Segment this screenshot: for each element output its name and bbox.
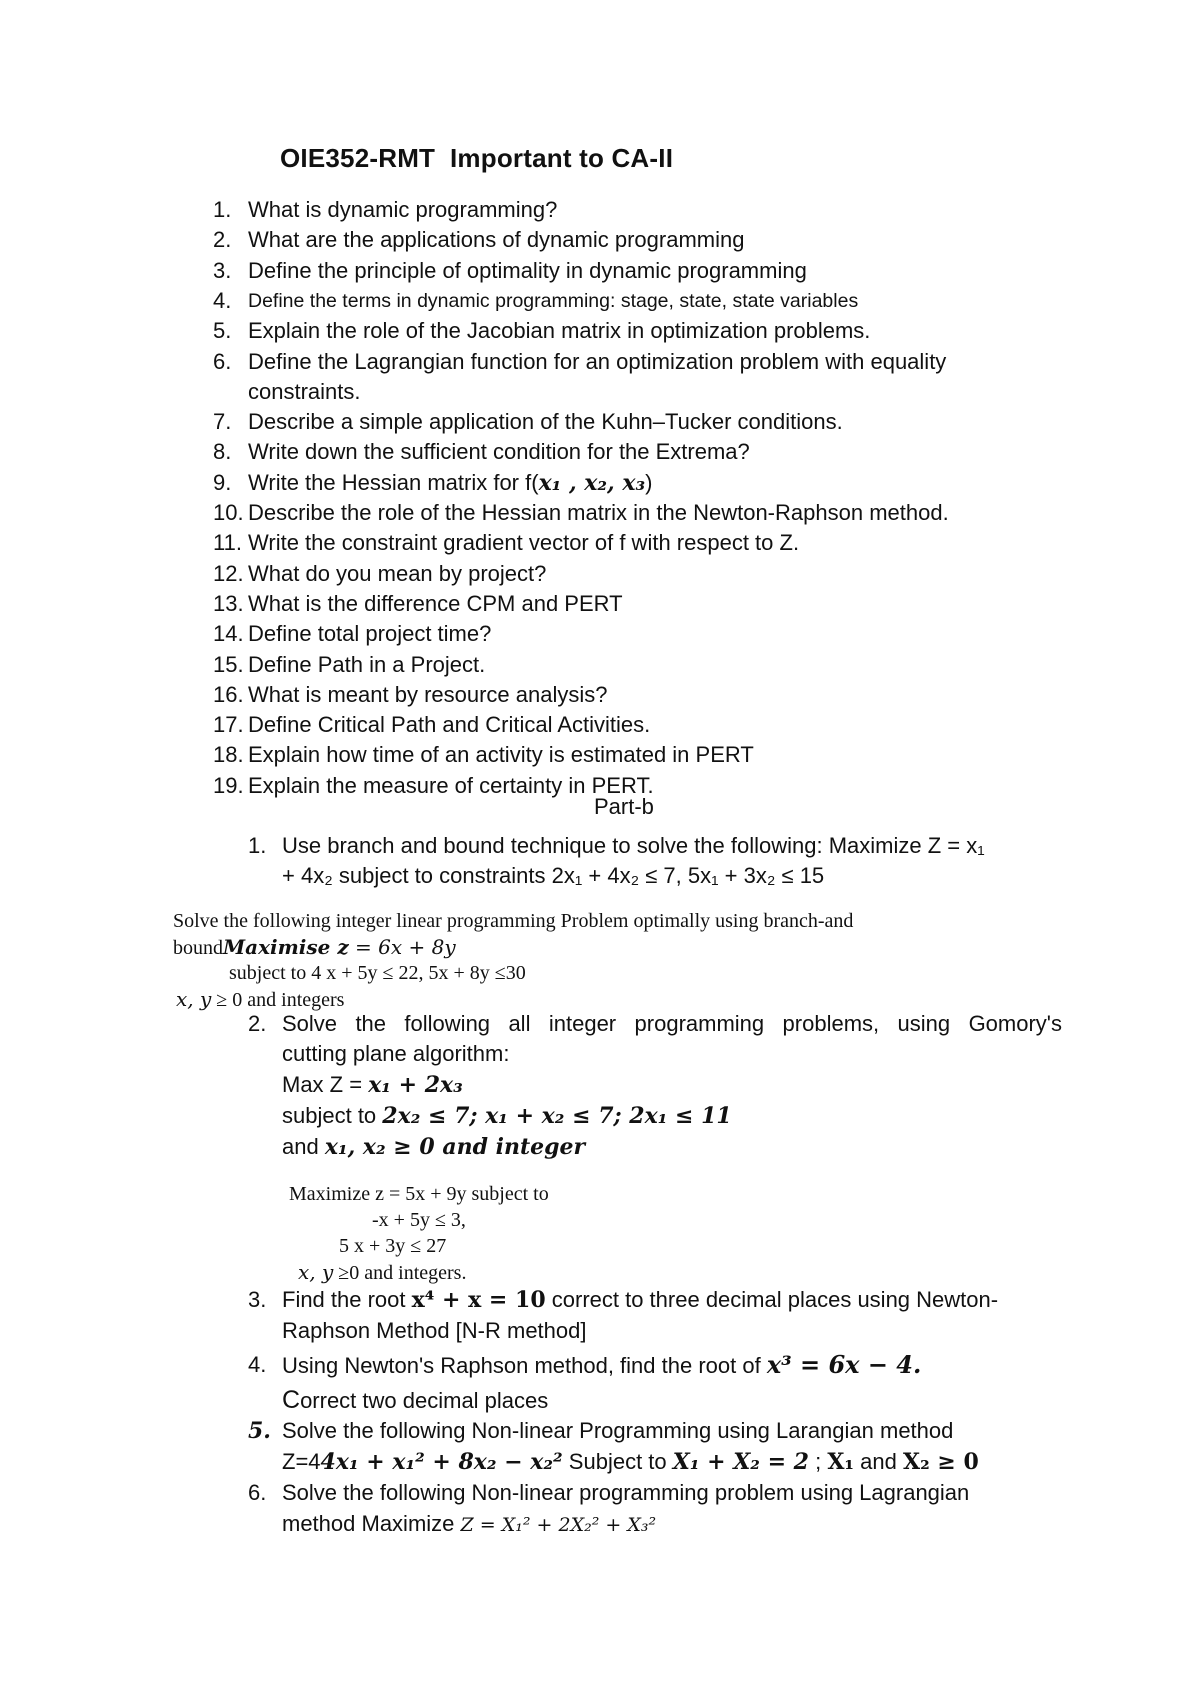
part-a-item-number: 13. [213, 590, 244, 616]
part-a-item-text [248, 620, 491, 648]
part-a-item-label: What is meant by resource analysis? [248, 681, 608, 707]
document-title: OIE352-RMT Important to CA-II [280, 143, 674, 173]
part-a-item-number: 15. [213, 651, 244, 677]
part-b-q6-line1: Solve the following Non-linear programming problem using Lagrangian [282, 1480, 970, 1505]
part-a-item-number: 10. [213, 500, 244, 525]
part-b-q3-number: 3. [248, 1287, 267, 1312]
part-a-item-text [248, 772, 654, 800]
q5-objective: 4x₁ + x₁² + 8x₂ − x₂² [320, 1449, 563, 1475]
part-a-item-label: Define the Lagrangian function for an optimization problem with equality [248, 348, 947, 374]
extra-line4-vars: x, y [298, 1260, 334, 1284]
part-a-item-number: 1. [213, 197, 232, 222]
part-a-item-number: 7. [213, 409, 232, 435]
part-a-item-text [248, 560, 546, 588]
part-b-q1-number: 1. [248, 833, 267, 858]
part-a-item-label: Define Critical Path and Critical Activities. [248, 712, 651, 738]
part-a-item-label: Explain the role of the Jacobian matrix in optimization problems. [248, 318, 871, 344]
part-a-item-continuation: constraints. [248, 378, 361, 404]
q3-suffix: correct to three decimal places using Newton- [545, 1287, 999, 1312]
part-a-item-number: 8. [213, 439, 232, 465]
part-a-item-text [248, 651, 485, 679]
part-b-q3-line2: Raphson Method [N-R method] [282, 1318, 587, 1343]
part-b-q2-line5 [282, 1133, 585, 1161]
part-a-item-text [248, 287, 858, 315]
part-b-q4-number: 4. [248, 1352, 267, 1377]
part-a-item-number: 19. [213, 772, 244, 798]
part-a-item-number: 18. [213, 742, 244, 768]
ilp-line2 [173, 933, 456, 962]
part-a-item-number: 2. [213, 227, 232, 253]
part-a-item-text [248, 590, 623, 618]
part-a-item-text [248, 741, 754, 769]
ilp-line1: Solve the following integer linear programming Problem optimally using branch-and [173, 910, 854, 932]
part-a-item-label: What are the applications of dynamic programming [248, 227, 745, 253]
part-a-item-number: 5. [213, 318, 232, 344]
q5-sep: ; [809, 1449, 828, 1474]
part-a-item-text [248, 499, 949, 527]
part-a-item-text [248, 196, 557, 224]
part-a-item-number: 17. [213, 712, 244, 738]
q2-nonneg: x₁, x₂ ≥ 0 and integer [324, 1134, 586, 1160]
ilp-line2-bound: bound [173, 937, 223, 959]
part-b-q6-number: 6. [248, 1480, 267, 1505]
part-a-item-label: Write down the sufficient condition for the Extrema? [248, 439, 750, 465]
part-a-item-label: Describe a simple application of the Kuhn–Tucker conditions. [248, 409, 843, 435]
part-b-q6-line2 [282, 1510, 656, 1539]
q4-rest: orrect two decimal places [300, 1388, 549, 1413]
part-a-item-label: Explain how time of an activity is estimated in PERT [248, 742, 754, 768]
part-b-q5-number: 5. [248, 1418, 271, 1444]
ilp-line4-vars: x, y [176, 987, 212, 1011]
part-a-item-label: Describe the role of the Hessian matrix in the Newton-Raphson method. [248, 500, 949, 525]
q5-constraint: X₁ + X₂ = 2 [672, 1449, 809, 1475]
part-a-item-label: Define the principle of optimality in dynamic programming [248, 257, 807, 283]
part-a-item-label: What is dynamic programming? [248, 197, 558, 222]
q3-prefix: Find the root [282, 1287, 412, 1312]
part-b-q2-line3 [282, 1071, 463, 1099]
part-b-q3-line1 [282, 1286, 998, 1314]
part-b-q2-line2: cutting plane algorithm: [282, 1041, 510, 1066]
part-a-item-number: 6. [213, 348, 232, 374]
part-a-item-text [248, 317, 870, 345]
ilp-line2-maximise: Maximise z [223, 935, 349, 959]
part-a-item-label: Explain the measure of certainty in PERT. [248, 772, 654, 798]
part-a-item-label: What is the difference CPM and PERT [248, 590, 623, 616]
q3-equation: x⁴ + x = 10 [411, 1287, 546, 1313]
ilp-line3: subject to 4 x + 5y ≤ 22, 5x + 8y ≤30 [229, 962, 526, 984]
part-a-item-number: 4. [213, 287, 232, 313]
q5-x1: X₁ [827, 1449, 855, 1475]
extra-line3: 5 x + 3y ≤ 27 [339, 1235, 447, 1257]
part-b-q2-line1: Solve the following all integer programming problems, using Gomory's [282, 1011, 1062, 1036]
q2-constraints: 2x₂ ≤ 7; x₁ + x₂ ≤ 7; 2x₁ ≤ 11 [382, 1103, 732, 1129]
q6-prefix: method Maximize [282, 1511, 461, 1536]
q4-initial: C [282, 1386, 301, 1414]
part-b-q1-line2: + 4x₂ subject to constraints 2x₁ + 4x₂ ≤ 7, 5x₁ + 3x₂ ≤ 15 [282, 863, 825, 888]
part-a-item-text [248, 408, 843, 436]
part-a-item-number: 12. [213, 560, 244, 586]
q5-z-prefix: Z=4 [282, 1449, 321, 1474]
part-b-q2-line4 [282, 1102, 732, 1130]
part-a-item-label: Define Path in a Project. [248, 651, 486, 677]
part-b-q4-line2 [282, 1386, 548, 1415]
extra-line2: -x + 5y ≤ 3, [372, 1209, 466, 1231]
ilp-line2-objective: = 6x + 8y [348, 935, 456, 959]
part-a-item-text [248, 438, 750, 466]
extra-line1: Maximize z = 5x + 9y subject to [289, 1183, 549, 1205]
q2-and-label: and [282, 1134, 325, 1159]
q5-and: and [854, 1449, 903, 1474]
part-b-q5-line1: Solve the following Non-linear Programming using Larangian method [282, 1418, 954, 1443]
part-a-item-text [248, 348, 946, 376]
extra-line4-rest: ≥0 and integers. [333, 1262, 467, 1284]
q2-objective: x₁ + 2x₃ [368, 1072, 463, 1098]
q2-subject-label: subject to [282, 1103, 383, 1128]
part-a-item-text [248, 529, 799, 557]
part-a-item-number: 3. [213, 257, 232, 283]
extra-line4 [298, 1258, 466, 1287]
q4-equation: x³ = 6x − 4. [766, 1350, 922, 1379]
part-b-heading: Part-b [594, 794, 654, 819]
q2-max-label: Max Z = [282, 1072, 369, 1097]
part-a-item-text [248, 681, 608, 709]
part-a-item-math: x₁ , x₂, x₃ [538, 469, 646, 496]
ilp-line4-rest: ≥ 0 and integers [211, 989, 345, 1011]
part-a-item-label: Define total project time? [248, 621, 492, 647]
part-b-q5-line2 [282, 1448, 979, 1476]
q6-objective: Z = X₁² + 2X₂² + X₃² [460, 1514, 657, 1536]
part-a-item-label: Write the Hessian matrix for f( [248, 469, 539, 495]
part-b-q4-line1 [282, 1351, 921, 1380]
q5-subject: Subject to [562, 1449, 673, 1474]
part-a-item-text [248, 226, 744, 254]
part-a-item-text [248, 257, 807, 285]
part-a-item-tail: ) [645, 469, 653, 495]
part-a-item-number: 14. [213, 621, 244, 647]
q5-x2-nonneg: X₂ ≥ 0 [903, 1449, 979, 1475]
part-a-item-label: What do you mean by project? [248, 560, 547, 586]
part-b-q2-number: 2. [248, 1011, 267, 1036]
part-b-q1-line1: Use branch and bound technique to solve the following: Maximize Z = x₁ [282, 833, 985, 858]
part-a-item-text [248, 469, 652, 497]
part-a-item-number: 16. [213, 681, 244, 707]
part-a-item-number: 11. [213, 530, 242, 556]
part-a-item-number: 9. [213, 469, 232, 495]
part-a-item-label: Define the terms in dynamic programming: stage, state, state variables [248, 289, 859, 312]
q4-prefix: Using Newton's Raphson method, find the root of [282, 1353, 767, 1378]
part-a-item-text [248, 711, 650, 739]
part-a-item-label: Write the constraint gradient vector of f with respect to Z. [248, 530, 800, 556]
